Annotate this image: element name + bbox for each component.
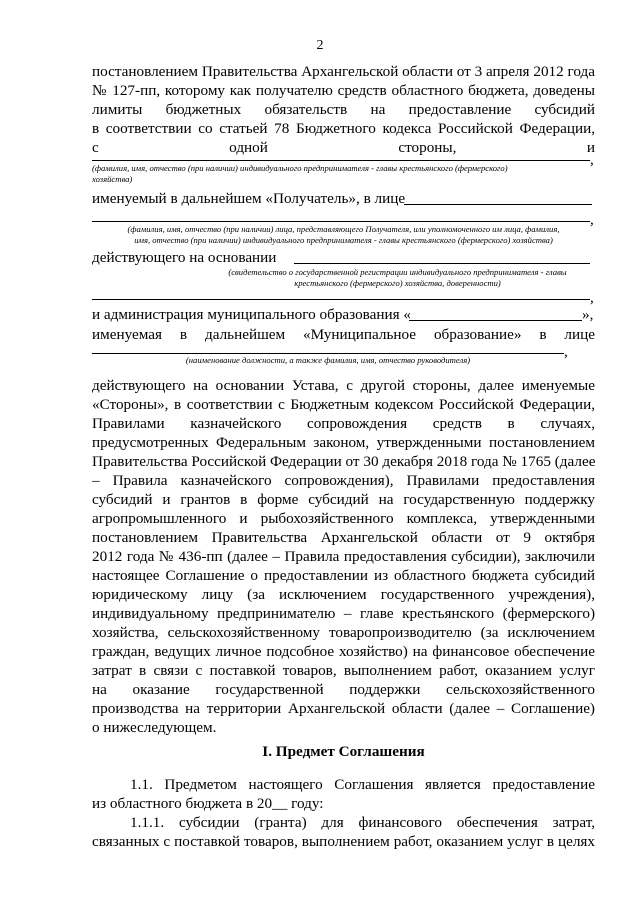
caption-basis: (свидетельство о государственной регистрации индивидуального предпринимателя - главы xyxy=(228,267,567,277)
subject-line: 1.1.1. субсидии (гранта) для финансового обеспечения затрат, xyxy=(130,814,595,831)
intro-line: с одной стороны, и xyxy=(92,139,595,156)
body-line: юридическому лицу (за исключением государственного учреждения), xyxy=(92,586,595,603)
body-line: затрат в связи с поставкой товаров, выполнением работ, оказанием услуг xyxy=(92,662,595,679)
subject-line: связанных с поставкой товаров, выполнением работ, оказанием услуг в целях xyxy=(92,833,595,850)
position-blank[interactable] xyxy=(92,353,564,354)
body-line: настоящее Соглашение о предоставлении из областного бюджета субсидий xyxy=(92,567,595,584)
body-line: производства на территории Архангельской области (далее – Соглашение) xyxy=(92,700,595,717)
caption-representative-cont: имя, отчество (при наличии) индивидуального предпринимателя - главы крестьянского (фермерского) хозяйства) xyxy=(134,235,553,245)
admin-line: и администрация муниципального образования « xyxy=(92,306,412,323)
intro-line: № 127-пп, которому как получателю средств областного бюджета, доведены xyxy=(92,82,595,99)
intro-line: лимиты бюджетных обязательств на предоставление субсидий xyxy=(92,101,595,118)
intro-line: постановлением Правительства Архангельской области от 3 апреля 2012 года xyxy=(92,63,595,80)
comma: , xyxy=(590,211,594,228)
comma: , xyxy=(590,289,594,306)
body-line: – Правила казначейского сопровождения), Правилами предоставления xyxy=(92,472,595,489)
basis-blank-2[interactable] xyxy=(92,299,590,300)
representative-name-blank[interactable] xyxy=(92,221,590,222)
body-line: предусмотренных Федеральным законом, утвержденными постановлением xyxy=(92,434,595,451)
body-line: на оказание государственной поддержки сельскохозяйственного xyxy=(92,681,595,698)
representative-blank[interactable] xyxy=(404,204,592,205)
body-line: «Стороны», в соответствии с Бюджетным кодексом Российской Федерации, xyxy=(92,396,595,413)
recipient-name-blank[interactable] xyxy=(92,160,590,161)
admin-line-end: », xyxy=(582,306,594,323)
body-line: субсидий и грантов в форме субсидий на государственную поддержку xyxy=(92,491,595,508)
subject-line: из областного бюджета в 20__ году: xyxy=(92,795,324,812)
body-line: постановлением Правительства Архангельской области от 9 октября xyxy=(92,529,595,546)
body-line: Правительства Российской Федерации от 30 декабря 2018 года № 1765 (далее xyxy=(92,453,596,470)
caption-basis-cont: крестьянского (фермерского) хозяйства, доверенности) xyxy=(294,278,501,288)
body-line: 2012 года № 436-пп (далее – Правила предоставления субсидии), заключили xyxy=(92,548,595,565)
body-line: действующего на основании Устава, с другой стороны, далее именуемые xyxy=(92,377,595,394)
comma: , xyxy=(590,151,594,168)
caption-position: (наименование должности, а также фамилия, имя, отчество руководителя) xyxy=(185,355,471,365)
body-line: граждан, ведущих личное подсобное хозяйство) на финансовое обеспечение xyxy=(92,643,595,660)
basis-line: действующего на основании xyxy=(92,249,277,266)
section-heading: I. Предмет Соглашения xyxy=(262,743,425,760)
caption-recipient: (фамилия, имя, отчество (при наличии) индивидуального предпринимателя - главы крестьянского (фермерского) xyxy=(92,163,508,173)
body-line: хозяйства, сельскохозяйственному товаропроизводителю (за исключением xyxy=(92,624,595,641)
municipality-blank[interactable] xyxy=(409,320,582,321)
body-line: Правилами казначейского сопровождения средств в случаях, xyxy=(92,415,595,432)
subject-line: 1.1. Предметом настоящего Соглашения является предоставление xyxy=(130,776,595,793)
body-line: агропромышленного и рыбохозяйственного комплекса, утвержденными xyxy=(92,510,595,527)
caption-recipient-cont: хозяйства) xyxy=(92,174,133,184)
comma: , xyxy=(564,343,568,360)
page-number: 2 xyxy=(316,38,324,53)
caption-representative: (фамилия, имя, отчество (при наличии) лица, представляющего Получателя, или уполномоченного им лица, фамилия, xyxy=(127,224,560,234)
named-line: именуемая в дальнейшем «Муниципальное образование» в лице xyxy=(92,326,595,343)
body-line-last: о нижеследующем. xyxy=(92,719,217,736)
intro-line: в соответствии со статьей 78 Бюджетного кодекса Российской Федерации, xyxy=(92,120,595,137)
basis-blank[interactable] xyxy=(294,263,590,264)
recipient-line: именуемый в дальнейшем «Получатель», в лице xyxy=(92,190,406,207)
body-line: индивидуальному предпринимателю – главе крестьянского (фермерского) xyxy=(92,605,595,622)
